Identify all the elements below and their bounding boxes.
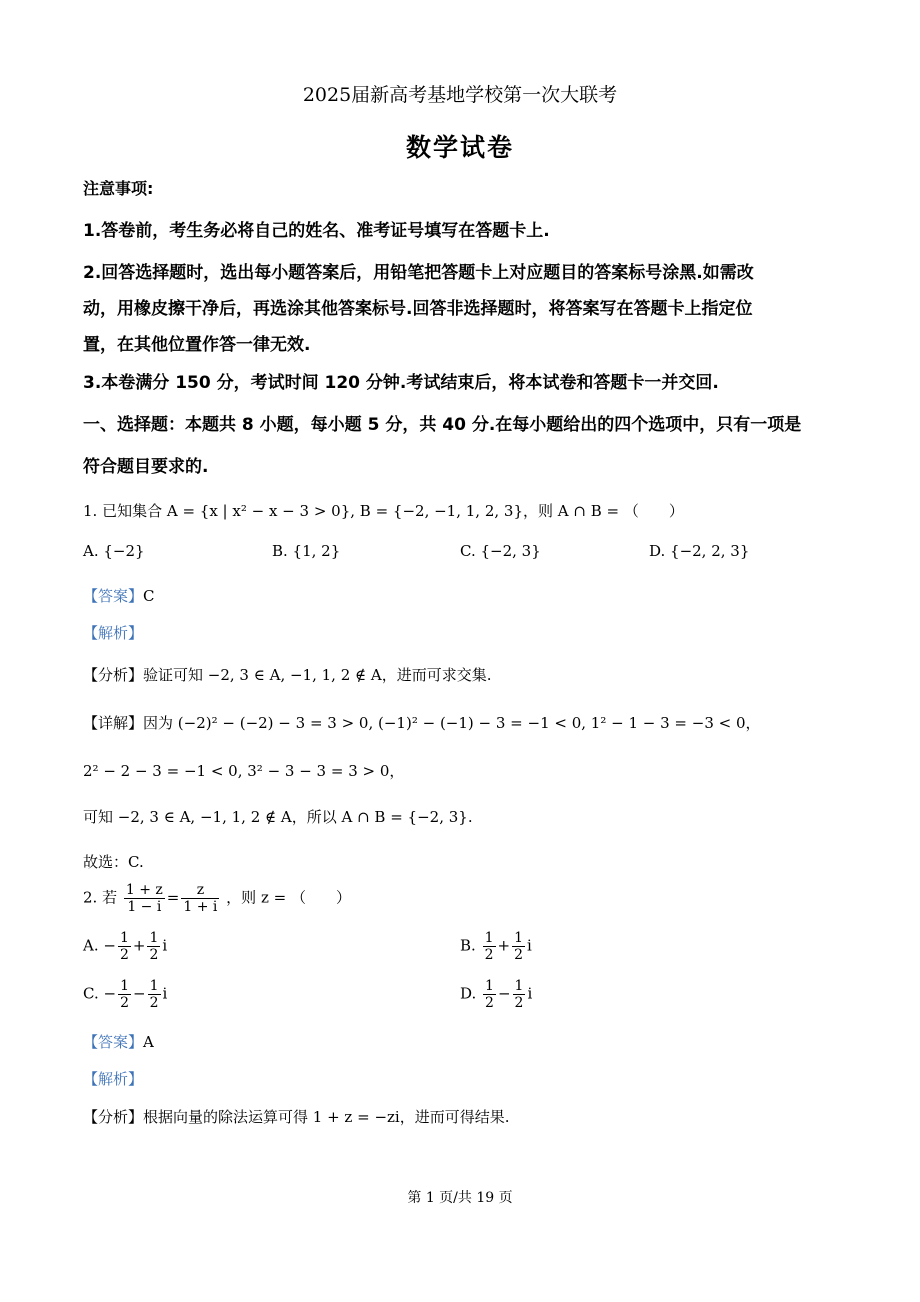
q2-analysis-tag: 【解析】 [83, 1070, 144, 1088]
q2-d-f2-den: 2 [514, 995, 524, 1012]
q2-b-label: B. [460, 936, 476, 955]
question-2-stem [83, 882, 351, 915]
q2-f1-denominator: 1 − i [127, 899, 162, 916]
q2-a-frac-2 [147, 930, 160, 963]
q2-fraction-left [124, 882, 165, 915]
q2-b-f2-den: 2 [514, 947, 523, 964]
q1-answer-row [83, 585, 155, 606]
q2-d-label: D. [460, 984, 477, 1003]
q2-a-frac-1 [118, 930, 131, 963]
q2-a-f2-num: 1 [149, 930, 159, 946]
note-3: 3.本卷满分 150 分，考试时间 120 分钟.考试结束后，将本试卷和答题卡一并交回. [83, 373, 719, 393]
q2-d-frac-1 [483, 978, 496, 1011]
q2-f1-numerator: 1 + z [125, 882, 163, 898]
note-2-line-1: 2.回答选择题时，选出每小题答案后，用铅笔把答题卡上对应题目的答案标号涂黑.如需改 [83, 263, 754, 283]
q2-fraction-right [181, 882, 219, 915]
q1-conclusion: 故选：C. [83, 853, 144, 871]
q2-a-f1-num: 1 [119, 930, 129, 946]
q2-b-mid: + [497, 936, 511, 955]
q2-fenxi-tag: 【分析】 [83, 1108, 144, 1126]
q2-c-f1-num: 1 [120, 978, 129, 994]
q2-f2-numerator: z [181, 882, 219, 899]
q2-c-i: i [162, 984, 168, 1003]
q2-d-f1-den: 2 [485, 995, 494, 1012]
q2-b-i: i [527, 936, 532, 955]
q2-b-f2-num: 1 [514, 930, 523, 946]
q1-option-c: C. {−2, 3} [460, 542, 541, 560]
q2-fenxi-text: 根据向量的除法运算可得 1 + z = −zi，进而可得结果. [143, 1108, 510, 1126]
q1-xiangjie-line-2: 2² − 2 − 3 = −1 < 0, 3² − 3 − 3 = 3 > 0， [83, 762, 405, 780]
note-2-line-3: 置，在其他位置作答一律无效. [83, 335, 311, 355]
q1-fenxi-row [83, 664, 492, 685]
q2-option-b [460, 930, 532, 963]
q1-option-b: B. {1, 2} [272, 542, 341, 560]
q1-xiangjie-line-1: 因为 (−2)² − (−2) − 3 = 3 > 0, (−1)² − (−1) − 3 = −1 < 0, 1² − 1 − 3 = −3 < 0， [143, 714, 761, 732]
q2-c-f1-den: 2 [120, 995, 129, 1012]
q2-fenxi-row [83, 1106, 509, 1127]
q2-equals: = [166, 888, 180, 907]
q2-a-sign: − [103, 936, 116, 955]
q2-option-d [460, 978, 532, 1011]
note-2-line-2: 动，用橡皮擦干净后，再选涂其他答案标号.回答非选择题时，将答案写在答题卡上指定位 [83, 299, 753, 319]
q2-option-c [83, 978, 167, 1011]
q2-option-a [83, 930, 167, 963]
q2-d-mid: − [497, 984, 511, 1003]
q2-d-frac-2 [513, 978, 526, 1011]
q2-answer-value: A [143, 1033, 154, 1051]
q2-b-frac-1 [483, 930, 496, 963]
q2-b-frac-2 [512, 930, 525, 963]
q2-d-i: i [527, 984, 533, 1003]
q2-a-i: i [162, 936, 168, 955]
q2-stem-post: ，则 z = （ ） [226, 888, 351, 907]
q2-answer-row [83, 1031, 154, 1052]
q2-c-sign: − [103, 984, 117, 1003]
q2-c-f2-den: 2 [149, 995, 159, 1012]
q1-xiangjie-tag: 【详解】 [83, 714, 144, 732]
q2-answer-tag: 【答案】 [83, 1033, 144, 1051]
q2-f2-denominator: 1 + i [183, 899, 218, 916]
q2-d-f1-num: 1 [485, 978, 494, 994]
q1-fenxi-text: 验证可知 −2, 3 ∈ A, −1, 1, 2 ∉ A，进而可求交集. [143, 666, 492, 684]
q2-a-mid: + [132, 936, 146, 955]
q1-option-a: A. {−2} [83, 542, 145, 560]
q1-xiangjie-row [83, 712, 761, 733]
q2-c-mid: − [133, 984, 146, 1003]
q2-a-f1-den: 2 [119, 947, 129, 964]
q1-xiangjie-line-3: 可知 −2, 3 ∈ A, −1, 1, 2 ∉ A，所以 A ∩ B = {−2, 3}. [83, 808, 473, 826]
notes-heading: 注意事项: [83, 179, 154, 198]
q1-option-d: D. {−2, 2, 3} [649, 542, 750, 560]
q2-c-frac-2 [148, 978, 161, 1011]
q1-answer-tag: 【答案】 [83, 587, 144, 605]
q2-c-frac-1 [118, 978, 131, 1011]
q1-analysis-tag: 【解析】 [83, 624, 144, 642]
section-1-line-1: 一、选择题：本题共 8 小题，每小题 5 分，共 40 分.在每小题给出的四个选项中，只有一项是 [83, 415, 802, 435]
q1-answer-value: C [143, 587, 155, 605]
question-1-stem: 1. 已知集合 A = {x | x² − x − 3 > 0}, B = {−2, −1, 1, 2, 3}，则 A ∩ B = （ ） [83, 502, 684, 520]
q2-c-label: C. [83, 984, 99, 1003]
exam-title: 2025届新高考基地学校第一次大联考 [302, 84, 618, 106]
note-1: 1.答卷前，考生务必将自己的姓名、准考证号填写在答题卡上. [83, 221, 550, 241]
q2-d-f2-num: 1 [514, 978, 524, 994]
q2-stem-pre: 2. 若 [83, 888, 118, 907]
q1-fenxi-tag: 【分析】 [83, 666, 144, 684]
q2-a-f2-den: 2 [149, 947, 159, 964]
q2-c-f2-num: 1 [149, 978, 159, 994]
q2-b-f1-den: 2 [484, 947, 494, 964]
q2-b-f1-num: 1 [484, 930, 494, 946]
page-footer: 第 1 页/共 19 页 [407, 1190, 513, 1206]
q2-a-label: A. [83, 936, 99, 955]
subject-title: 数学试卷 [405, 133, 514, 162]
section-1-line-2: 符合题目要求的. [83, 457, 209, 477]
